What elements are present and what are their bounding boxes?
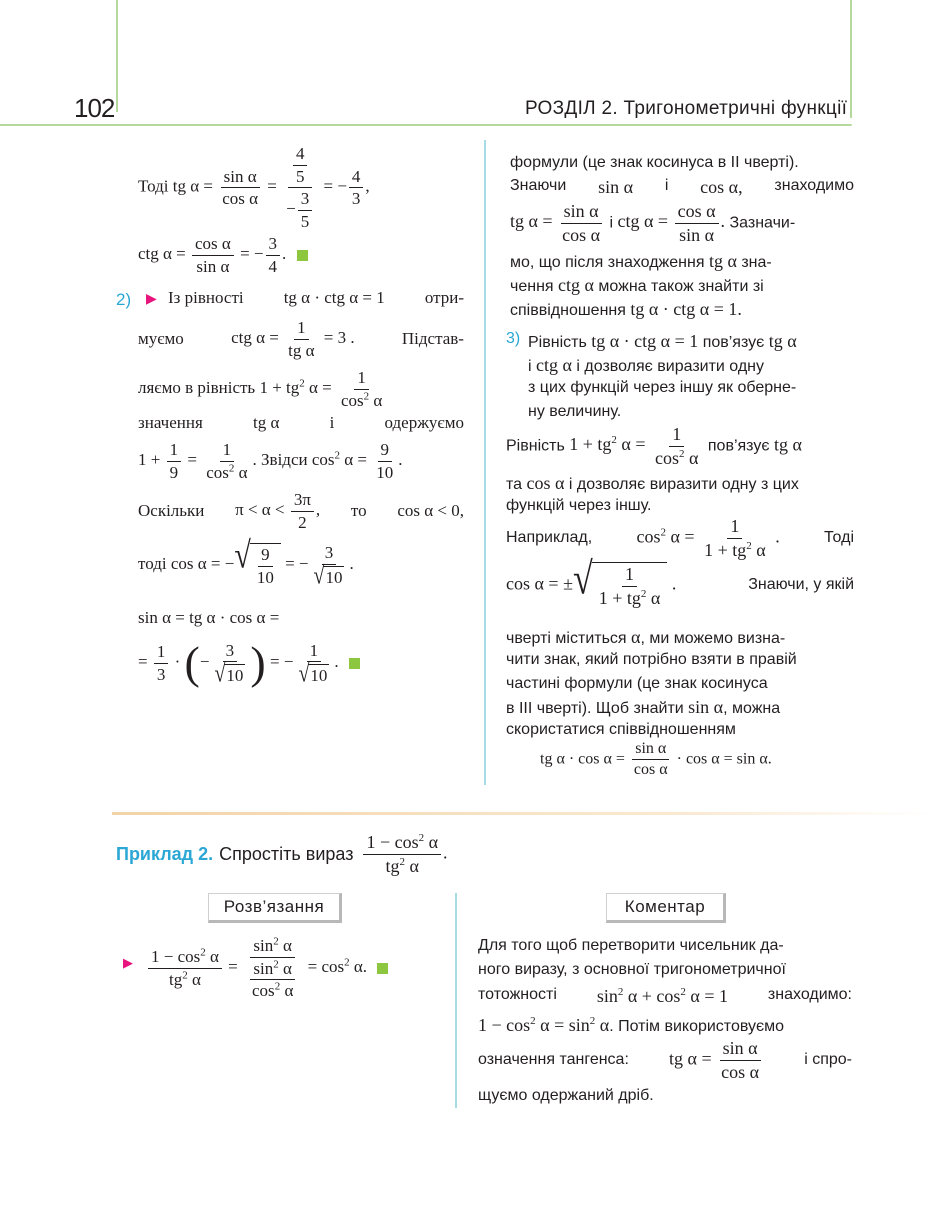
- left-p4: значення tg α і одержуємо: [138, 413, 464, 432]
- right-l2: Знаючи sin α і cos α, знаходимо: [510, 177, 854, 197]
- right-l14: Наприклад, $\cos^2 \alpha$ = $\frac{1}{1 + tg^2 \alpha}$ . Тоді: [506, 516, 854, 560]
- left-p3: ляємо в рівність $1 + tg^2$ α = $\frac{1}{\cos^2 \alpha}$: [138, 368, 383, 410]
- right-l7: Рівність tg α · ctg α = 1 пов’язує tg α: [528, 331, 797, 351]
- left-line-ctg: ctg α = $\frac{\text{cos α}}{\text{sin α}}$ = − $\frac{3}{4}$ .: [138, 234, 464, 276]
- example-column-divider: [455, 893, 457, 1108]
- right-l5: чення ctg α можна також знайти зі: [510, 275, 764, 295]
- right-l18: частині формули (це знак косинуса: [506, 675, 768, 692]
- header-frame-vertical-right: [850, 0, 852, 118]
- end-of-solution-square: [297, 250, 308, 261]
- comment-l2: ного виразу, з основної тригонометричної: [478, 961, 786, 978]
- left-p5: 1 + $\frac{1}{9}$ = $\frac{1}{\cos^2 \alpha}$ . Звідси $\cos^2 \alpha$ = $\frac{9}{10}$ .: [138, 440, 403, 482]
- comment-l6: щуємо одержаний дріб.: [478, 1087, 654, 1104]
- left-line-tg: Тоді tg α = $\frac{\text{sin α}}{\text{cos α}}$ = $\frac{4}{5}$ − $\frac{3}{5}$ = − $\frac{4}{3}$ ,: [138, 144, 370, 231]
- right-l11: Рівність $1 + tg^2$ α = $\frac{1}{\cos^2 \alpha}$ пов’язує tg α: [506, 424, 802, 468]
- left-p7: тоді cos α = − √ 9 10 = − 3 √ 10 .: [138, 535, 354, 590]
- then-word: Тоді: [138, 176, 169, 196]
- header-frame-vertical-left: [116, 0, 118, 112]
- left-p6: Оскільки π < α < $\frac{3\pi}{2}$ , то cos α < 0,: [138, 490, 464, 532]
- play-arrow-icon: ▶: [123, 955, 133, 970]
- play-arrow-icon: ▶: [146, 290, 157, 306]
- right-l9: з цих функцій через іншу як оберне-: [528, 379, 797, 396]
- right-l3: tg α = $\frac{\text{sin α}}{\text{cos α}}$ і ctg α = $\frac{\text{cos α}}{\text{sin α}}$ . Зазначи-: [510, 201, 796, 245]
- example-2-text: Спростіть вираз: [219, 843, 354, 864]
- section-title: РОЗДІЛ 2. Тригонометричні функції: [525, 98, 848, 119]
- right-l20: скористатися співвідношенням: [506, 721, 736, 738]
- right-l16: чверті міститься α, ми можемо визна-: [506, 627, 786, 647]
- comment-l5: означення тангенса: tg α = $\frac{\text{sin α}}{\text{cos α}}$ і спро-: [478, 1038, 852, 1082]
- right-l13: функцій через іншу.: [506, 497, 652, 514]
- right-l21: tg α · cos α = $\frac{\text{sin α}}{\text{cos α}}$ · cos α = sin α.: [540, 740, 772, 779]
- column-divider: [484, 140, 486, 785]
- item-2-label: 2): [116, 290, 132, 309]
- end-of-solution-square: [349, 658, 360, 669]
- comment-l1: Для того щоб перетворити чисельник да-: [478, 937, 784, 954]
- comment-l3: тотожності $\sin^2 \alpha + \cos^2 \alpha = 1$ знаходимо:: [478, 986, 852, 1006]
- right-l15: cos α = ± √ 1 $1 + tg^2$ α . Знаючи, у якій: [506, 553, 854, 608]
- comment-l4: $1 - \cos^2 \alpha = \sin^2 \alpha$. Потім використовуємо: [478, 1015, 785, 1035]
- solution-box-label: Розв’язання: [208, 893, 342, 923]
- right-l17: чити знак, який потрібно взяти в правій: [506, 651, 797, 668]
- example-2-label: Приклад 2.: [116, 843, 214, 864]
- right-l8: і ctg α і дозволяє виразити одну: [528, 355, 765, 375]
- section-separator: [112, 812, 932, 815]
- right-l4: мо, що після знаходження tg α зна-: [510, 251, 772, 271]
- page-number: 102: [74, 93, 115, 123]
- item-3-label: 3): [506, 330, 521, 347]
- left-p9: = $\frac{1}{3}$ · (− 3 √ 10 ) = − 1 √ 10 .: [138, 640, 464, 686]
- right-l10: ну величину.: [528, 403, 622, 420]
- header-frame-bottom: [0, 124, 852, 126]
- right-l6: співвідношення tg α · ctg α = 1.: [510, 299, 742, 319]
- left-p8: sin α = tg α · cos α =: [138, 608, 280, 627]
- right-l19: в ІІІ чверті). Щоб знайти sin α, можна: [506, 697, 781, 717]
- left-p2: муємо ctg α = $\frac{1}{\text{tg α}}$ = 3 . Підстав-: [138, 318, 464, 360]
- solution-formula: $\frac{1 - \cos^2 \alpha}{tg^2 \alpha}$ = $\frac{\sin^2 \alpha}{\frac{\sin^2 \alpha}{\cos^2 \alpha}}$ = $\cos^2 \alpha$.: [146, 936, 388, 1001]
- end-of-solution-square: [377, 963, 388, 974]
- right-l12: та cos α і дозволяє виразити одну з цих: [506, 473, 799, 493]
- comment-box-label: Коментар: [606, 893, 726, 923]
- example-2-heading: Приклад 2. Спростіть вираз $\frac{1 - \cos^2 \alpha}{tg^2 \alpha}$ .: [116, 832, 448, 876]
- right-l1: формули (це знак косинуса в ІІ чверті).: [510, 154, 799, 171]
- left-p1: Із рівності tg α · ctg α = 1 отри-: [168, 288, 464, 307]
